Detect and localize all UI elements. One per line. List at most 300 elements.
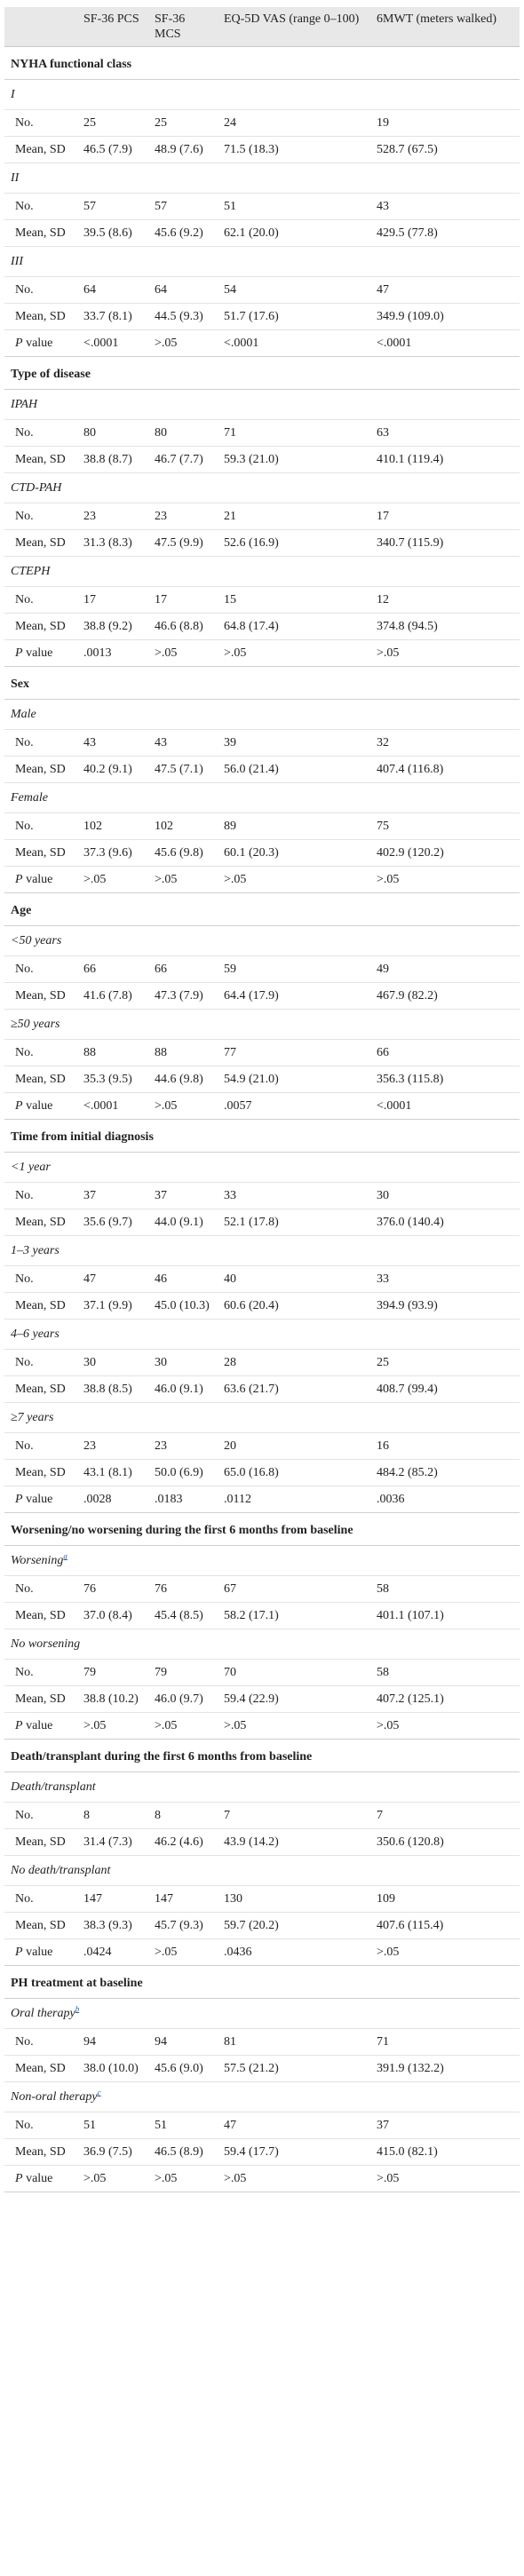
subgroup-label xyxy=(4,1320,520,1350)
mean-sd-cell: 402.9 (120.2) xyxy=(370,840,520,867)
table-row xyxy=(4,587,520,614)
mean-sd-cell: 47.3 (7.9) xyxy=(148,983,218,1010)
mean-sd-cell: 407.4 (116.8) xyxy=(370,757,520,783)
mean-sd-cell: 408.7 (99.4) xyxy=(370,1376,520,1403)
subgroup-name: No death/transplant xyxy=(11,1864,111,1877)
count-cell: 23 xyxy=(77,1433,148,1460)
row-label-count: No. xyxy=(4,1886,77,1913)
footnote-marker: c xyxy=(97,2088,101,2097)
p-value-cell: >.05 xyxy=(370,867,520,893)
table-header xyxy=(4,7,520,47)
p-letter: P xyxy=(15,1099,23,1113)
count-cell: 40 xyxy=(218,1266,370,1293)
header-cell-sf36-pcs: SF-36 PCS xyxy=(77,7,148,47)
table-row xyxy=(4,1266,520,1293)
row-label-mean-sd: Mean, SD xyxy=(4,1066,77,1093)
row-label-mean-sd: Mean, SD xyxy=(4,983,77,1010)
table-body xyxy=(4,47,520,2192)
row-label-mean-sd: Mean, SD xyxy=(4,2139,77,2166)
mean-sd-cell: 58.2 (17.1) xyxy=(218,1603,370,1629)
section-title: PH treatment at baseline xyxy=(4,1966,520,1999)
p-value-cell: >.05 xyxy=(148,2166,218,2192)
count-cell: 33 xyxy=(218,1183,370,1209)
section-heading-row xyxy=(4,1966,520,1999)
p-value-cell: .0057 xyxy=(218,1093,370,1120)
subgroup-label xyxy=(4,700,520,730)
p-value-cell: <.0001 xyxy=(218,330,370,357)
table-row xyxy=(4,1603,520,1629)
count-cell: 17 xyxy=(370,503,520,530)
table-row xyxy=(4,813,520,840)
count-cell: 130 xyxy=(218,1886,370,1913)
subgroup-name: Worsening xyxy=(11,1554,64,1567)
mean-sd-cell: 340.7 (115.9) xyxy=(370,530,520,557)
table-row xyxy=(4,614,520,640)
subgroup-label xyxy=(4,1772,520,1803)
count-cell: 88 xyxy=(148,1040,218,1066)
section-title: Type of disease xyxy=(4,357,520,390)
p-value-row xyxy=(4,640,520,667)
mean-sd-cell: 37.0 (8.4) xyxy=(77,1603,148,1629)
table-row xyxy=(4,277,520,304)
subgroup-row xyxy=(4,163,520,194)
count-cell: 39 xyxy=(218,730,370,757)
row-label-count: No. xyxy=(4,1040,77,1066)
p-word: value xyxy=(26,337,53,350)
count-cell: 15 xyxy=(218,587,370,614)
table-row xyxy=(4,304,520,330)
subgroup-row xyxy=(4,1010,520,1040)
mean-sd-cell: 60.1 (20.3) xyxy=(218,840,370,867)
table-row xyxy=(4,110,520,137)
p-value-cell: .0436 xyxy=(218,1939,370,1966)
row-label-count: No. xyxy=(4,587,77,614)
p-value-cell: >.05 xyxy=(77,2166,148,2192)
p-letter: P xyxy=(15,1493,23,1506)
mean-sd-cell: 46.0 (9.1) xyxy=(148,1376,218,1403)
p-value-cell: .0183 xyxy=(148,1486,218,1513)
row-label-mean-sd: Mean, SD xyxy=(4,1376,77,1403)
subgroup-label xyxy=(4,1236,520,1266)
row-label-count: No. xyxy=(4,1183,77,1209)
subgroup-name: I xyxy=(11,88,15,101)
count-cell: 19 xyxy=(370,110,520,137)
section-heading-row xyxy=(4,1740,520,1772)
table-row xyxy=(4,1913,520,1939)
subgroup-name: ≥7 years xyxy=(11,1411,54,1424)
mean-sd-cell: 45.6 (9.2) xyxy=(148,220,218,247)
p-value-cell: >.05 xyxy=(370,1713,520,1740)
table-row xyxy=(4,420,520,447)
p-value-cell: .0036 xyxy=(370,1486,520,1513)
subgroup-row xyxy=(4,390,520,420)
p-value-row xyxy=(4,1486,520,1513)
subgroup-name: Male xyxy=(11,708,36,721)
mean-sd-cell: 44.6 (9.8) xyxy=(148,1066,218,1093)
count-cell: 77 xyxy=(218,1040,370,1066)
subgroup-name: Female xyxy=(11,791,48,805)
table-row xyxy=(4,1183,520,1209)
section-heading-row xyxy=(4,667,520,700)
count-cell: 81 xyxy=(218,2029,370,2056)
mean-sd-cell: 467.9 (82.2) xyxy=(370,983,520,1010)
mean-sd-cell: 51.7 (17.6) xyxy=(218,304,370,330)
subgroup-name: CTD-PAH xyxy=(11,481,62,495)
subgroup-row xyxy=(4,473,520,503)
mean-sd-cell: 43.9 (14.2) xyxy=(218,1829,370,1856)
count-cell: 70 xyxy=(218,1660,370,1686)
row-label-count: No. xyxy=(4,730,77,757)
subgroup-name: Oral therapy xyxy=(11,2007,75,2020)
table-row xyxy=(4,194,520,220)
section-heading-row xyxy=(4,1513,520,1546)
mean-sd-cell: 349.9 (109.0) xyxy=(370,304,520,330)
count-cell: 58 xyxy=(370,1660,520,1686)
mean-sd-cell: 35.3 (9.5) xyxy=(77,1066,148,1093)
mean-sd-cell: 46.2 (4.6) xyxy=(148,1829,218,1856)
count-cell: 12 xyxy=(370,587,520,614)
count-cell: 7 xyxy=(370,1803,520,1829)
mean-sd-cell: 50.0 (6.9) xyxy=(148,1460,218,1486)
mean-sd-cell: 45.6 (9.8) xyxy=(148,840,218,867)
count-cell: 76 xyxy=(77,1576,148,1603)
mean-sd-cell: 376.0 (140.4) xyxy=(370,1209,520,1236)
count-cell: 20 xyxy=(218,1433,370,1460)
p-value-row xyxy=(4,1093,520,1120)
subgroup-label xyxy=(4,1153,520,1183)
mean-sd-cell: 528.7 (67.5) xyxy=(370,137,520,163)
subgroup-name: Non-oral therapy xyxy=(11,2090,98,2104)
mean-sd-cell: 59.4 (22.9) xyxy=(218,1686,370,1713)
mean-sd-cell: 45.4 (8.5) xyxy=(148,1603,218,1629)
count-cell: 49 xyxy=(370,956,520,983)
mean-sd-cell: 407.6 (115.4) xyxy=(370,1913,520,1939)
mean-sd-cell: 484.2 (85.2) xyxy=(370,1460,520,1486)
p-value-cell: >.05 xyxy=(370,2166,520,2192)
mean-sd-cell: 47.5 (7.1) xyxy=(148,757,218,783)
subgroup-row xyxy=(4,1856,520,1886)
subgroup-label xyxy=(4,926,520,956)
p-value-row xyxy=(4,2166,520,2192)
header-cell-blank xyxy=(4,7,77,47)
table-row xyxy=(4,1433,520,1460)
count-cell: 76 xyxy=(148,1576,218,1603)
subgroup-label xyxy=(4,247,520,277)
section-title: Worsening/no worsening during the first 6 months from baseline xyxy=(4,1513,520,1546)
count-cell: 88 xyxy=(77,1040,148,1066)
row-label-p-value xyxy=(4,2166,77,2192)
count-cell: 23 xyxy=(148,1433,218,1460)
mean-sd-cell: 407.2 (125.1) xyxy=(370,1686,520,1713)
row-label-mean-sd: Mean, SD xyxy=(4,1603,77,1629)
p-value-row xyxy=(4,330,520,357)
subgroup-name: Death/transplant xyxy=(11,1780,96,1794)
row-label-count: No. xyxy=(4,1433,77,1460)
mean-sd-cell: 415.0 (82.1) xyxy=(370,2139,520,2166)
mean-sd-cell: 37.1 (9.9) xyxy=(77,1293,148,1320)
count-cell: 25 xyxy=(148,110,218,137)
subgroup-row xyxy=(4,700,520,730)
mean-sd-cell: 54.9 (21.0) xyxy=(218,1066,370,1093)
subgroup-row xyxy=(4,1772,520,1803)
mean-sd-cell: 45.7 (9.3) xyxy=(148,1913,218,1939)
p-word: value xyxy=(26,2172,53,2185)
mean-sd-cell: 394.9 (93.9) xyxy=(370,1293,520,1320)
row-label-mean-sd: Mean, SD xyxy=(4,137,77,163)
mean-sd-cell: 48.9 (7.6) xyxy=(148,137,218,163)
subgroup-label xyxy=(4,163,520,194)
p-value-cell: >.05 xyxy=(148,1713,218,1740)
count-cell: 17 xyxy=(148,587,218,614)
subgroup-label xyxy=(4,80,520,110)
row-label-p-value xyxy=(4,330,77,357)
footnote-marker: a xyxy=(63,1551,67,1561)
table-row xyxy=(4,1829,520,1856)
p-value-cell: <.0001 xyxy=(77,1093,148,1120)
subgroup-row xyxy=(4,1999,520,2029)
mean-sd-cell: 45.0 (10.3) xyxy=(148,1293,218,1320)
p-word: value xyxy=(26,1099,53,1113)
count-cell: 71 xyxy=(218,420,370,447)
row-label-count: No. xyxy=(4,2029,77,2056)
count-cell: 23 xyxy=(148,503,218,530)
mean-sd-cell: 63.6 (21.7) xyxy=(218,1376,370,1403)
p-value-cell: >.05 xyxy=(218,1713,370,1740)
section-heading-row xyxy=(4,893,520,926)
count-cell: 51 xyxy=(148,2112,218,2139)
mean-sd-cell: 31.4 (7.3) xyxy=(77,1829,148,1856)
count-cell: 57 xyxy=(148,194,218,220)
count-cell: 59 xyxy=(218,956,370,983)
row-label-count: No. xyxy=(4,1576,77,1603)
row-label-mean-sd: Mean, SD xyxy=(4,614,77,640)
mean-sd-cell: 410.1 (119.4) xyxy=(370,447,520,473)
count-cell: 79 xyxy=(148,1660,218,1686)
mean-sd-cell: 43.1 (8.1) xyxy=(77,1460,148,1486)
count-cell: 37 xyxy=(148,1183,218,1209)
table-row xyxy=(4,1293,520,1320)
count-cell: 47 xyxy=(218,2112,370,2139)
mean-sd-cell: 38.8 (10.2) xyxy=(77,1686,148,1713)
row-label-mean-sd: Mean, SD xyxy=(4,1829,77,1856)
table-row xyxy=(4,1886,520,1913)
count-cell: 43 xyxy=(77,730,148,757)
row-label-p-value xyxy=(4,1093,77,1120)
table-row xyxy=(4,1686,520,1713)
table-row xyxy=(4,1066,520,1093)
mean-sd-cell: 429.5 (77.8) xyxy=(370,220,520,247)
p-value-cell: >.05 xyxy=(148,640,218,667)
table-row xyxy=(4,1376,520,1403)
subgroup-row xyxy=(4,80,520,110)
mean-sd-cell: 356.3 (115.8) xyxy=(370,1066,520,1093)
table-row xyxy=(4,137,520,163)
count-cell: 21 xyxy=(218,503,370,530)
count-cell: 54 xyxy=(218,277,370,304)
mean-sd-cell: 38.0 (10.0) xyxy=(77,2056,148,2082)
mean-sd-cell: 60.6 (20.4) xyxy=(218,1293,370,1320)
row-label-p-value xyxy=(4,640,77,667)
subgroup-row xyxy=(4,926,520,956)
mean-sd-cell: 59.7 (20.2) xyxy=(218,1913,370,1939)
count-cell: 33 xyxy=(370,1266,520,1293)
count-cell: 43 xyxy=(148,730,218,757)
count-cell: 24 xyxy=(218,110,370,137)
mean-sd-cell: 46.6 (8.8) xyxy=(148,614,218,640)
mean-sd-cell: 38.8 (8.5) xyxy=(77,1376,148,1403)
row-label-mean-sd: Mean, SD xyxy=(4,1209,77,1236)
subgroup-name: ≥50 years xyxy=(11,1018,60,1031)
subgroup-row xyxy=(4,1320,520,1350)
mean-sd-cell: 46.7 (7.7) xyxy=(148,447,218,473)
table-row xyxy=(4,1660,520,1686)
row-label-mean-sd: Mean, SD xyxy=(4,304,77,330)
count-cell: 25 xyxy=(370,1350,520,1376)
mean-sd-cell: 35.6 (9.7) xyxy=(77,1209,148,1236)
count-cell: 57 xyxy=(77,194,148,220)
p-value-row xyxy=(4,1939,520,1966)
count-cell: 28 xyxy=(218,1350,370,1376)
count-cell: 75 xyxy=(370,813,520,840)
subgroup-name: 1–3 years xyxy=(11,1244,60,1257)
mean-sd-cell: 31.3 (8.3) xyxy=(77,530,148,557)
subgroup-label xyxy=(4,1403,520,1433)
p-value-cell: >.05 xyxy=(218,867,370,893)
row-label-p-value xyxy=(4,867,77,893)
p-letter: P xyxy=(15,646,23,660)
subgroup-row xyxy=(4,783,520,813)
count-cell: 79 xyxy=(77,1660,148,1686)
count-cell: 25 xyxy=(77,110,148,137)
row-label-mean-sd: Mean, SD xyxy=(4,2056,77,2082)
count-cell: 37 xyxy=(370,2112,520,2139)
p-word: value xyxy=(26,1719,53,1732)
p-value-cell: >.05 xyxy=(218,2166,370,2192)
mean-sd-cell: 401.1 (107.1) xyxy=(370,1603,520,1629)
mean-sd-cell: 64.8 (17.4) xyxy=(218,614,370,640)
mean-sd-cell: 46.5 (7.9) xyxy=(77,137,148,163)
table-row xyxy=(4,1803,520,1829)
subgroup-row xyxy=(4,247,520,277)
subgroup-label xyxy=(4,390,520,420)
row-label-count: No. xyxy=(4,1803,77,1829)
mean-sd-cell: 40.2 (9.1) xyxy=(77,757,148,783)
subgroup-row xyxy=(4,1153,520,1183)
table-row xyxy=(4,840,520,867)
p-value-row xyxy=(4,867,520,893)
p-value-cell: .0424 xyxy=(77,1939,148,1966)
mean-sd-cell: 46.0 (9.7) xyxy=(148,1686,218,1713)
count-cell: 32 xyxy=(370,730,520,757)
p-value-cell: >.05 xyxy=(148,1939,218,1966)
mean-sd-cell: 45.6 (9.0) xyxy=(148,2056,218,2082)
p-letter: P xyxy=(15,1946,23,1959)
count-cell: 66 xyxy=(77,956,148,983)
mean-sd-cell: 57.5 (21.2) xyxy=(218,2056,370,2082)
section-heading-row xyxy=(4,47,520,80)
subgroup-label xyxy=(4,1856,520,1886)
count-cell: 47 xyxy=(77,1266,148,1293)
mean-sd-cell: 56.0 (21.4) xyxy=(218,757,370,783)
section-title: NYHA functional class xyxy=(4,47,520,80)
row-label-count: No. xyxy=(4,110,77,137)
p-value-cell: .0028 xyxy=(77,1486,148,1513)
table-row xyxy=(4,220,520,247)
p-value-cell: >.05 xyxy=(370,640,520,667)
subgroup-row xyxy=(4,1546,520,1576)
count-cell: 23 xyxy=(77,503,148,530)
row-label-p-value xyxy=(4,1939,77,1966)
table-row xyxy=(4,956,520,983)
subgroup-label xyxy=(4,1999,520,2029)
subgroup-row xyxy=(4,1403,520,1433)
mean-sd-cell: 62.1 (20.0) xyxy=(218,220,370,247)
count-cell: 8 xyxy=(148,1803,218,1829)
mean-sd-cell: 391.9 (132.2) xyxy=(370,2056,520,2082)
row-label-p-value xyxy=(4,1486,77,1513)
mean-sd-cell: 38.3 (9.3) xyxy=(77,1913,148,1939)
count-cell: 109 xyxy=(370,1886,520,1913)
subgroup-label xyxy=(4,2082,520,2112)
row-label-count: No. xyxy=(4,194,77,220)
mean-sd-cell: 38.8 (9.2) xyxy=(77,614,148,640)
count-cell: 94 xyxy=(77,2029,148,2056)
row-label-count: No. xyxy=(4,813,77,840)
count-cell: 37 xyxy=(77,1183,148,1209)
count-cell: 47 xyxy=(370,277,520,304)
subgroup-label xyxy=(4,783,520,813)
mean-sd-cell: 52.1 (17.8) xyxy=(218,1209,370,1236)
row-label-mean-sd: Mean, SD xyxy=(4,1686,77,1713)
count-cell: 7 xyxy=(218,1803,370,1829)
p-value-cell: <.0001 xyxy=(370,330,520,357)
p-word: value xyxy=(26,1946,53,1959)
p-value-cell: >.05 xyxy=(148,1093,218,1120)
p-value-cell: >.05 xyxy=(77,867,148,893)
subgroup-name: No worsening xyxy=(11,1637,81,1651)
count-cell: 58 xyxy=(370,1576,520,1603)
count-cell: 64 xyxy=(77,277,148,304)
row-label-p-value xyxy=(4,1713,77,1740)
count-cell: 102 xyxy=(148,813,218,840)
count-cell: 147 xyxy=(77,1886,148,1913)
mean-sd-cell: 37.3 (9.6) xyxy=(77,840,148,867)
row-label-count: No. xyxy=(4,956,77,983)
section-heading-row xyxy=(4,357,520,390)
section-title: Age xyxy=(4,893,520,926)
p-word: value xyxy=(26,873,53,886)
p-value-cell: <.0001 xyxy=(77,330,148,357)
mean-sd-cell: 47.5 (9.9) xyxy=(148,530,218,557)
p-value-cell: <.0001 xyxy=(370,1093,520,1120)
mean-sd-cell: 38.8 (8.7) xyxy=(77,447,148,473)
count-cell: 147 xyxy=(148,1886,218,1913)
subgroup-name: 4–6 years xyxy=(11,1328,60,1341)
table-row xyxy=(4,2112,520,2139)
count-cell: 67 xyxy=(218,1576,370,1603)
row-label-mean-sd: Mean, SD xyxy=(4,1293,77,1320)
subgroup-label xyxy=(4,1546,520,1576)
row-label-mean-sd: Mean, SD xyxy=(4,840,77,867)
row-label-count: No. xyxy=(4,420,77,447)
count-cell: 66 xyxy=(370,1040,520,1066)
table-row xyxy=(4,983,520,1010)
count-cell: 89 xyxy=(218,813,370,840)
count-cell: 71 xyxy=(370,2029,520,2056)
p-value-row xyxy=(4,1713,520,1740)
count-cell: 16 xyxy=(370,1433,520,1460)
p-value-cell: >.05 xyxy=(148,867,218,893)
